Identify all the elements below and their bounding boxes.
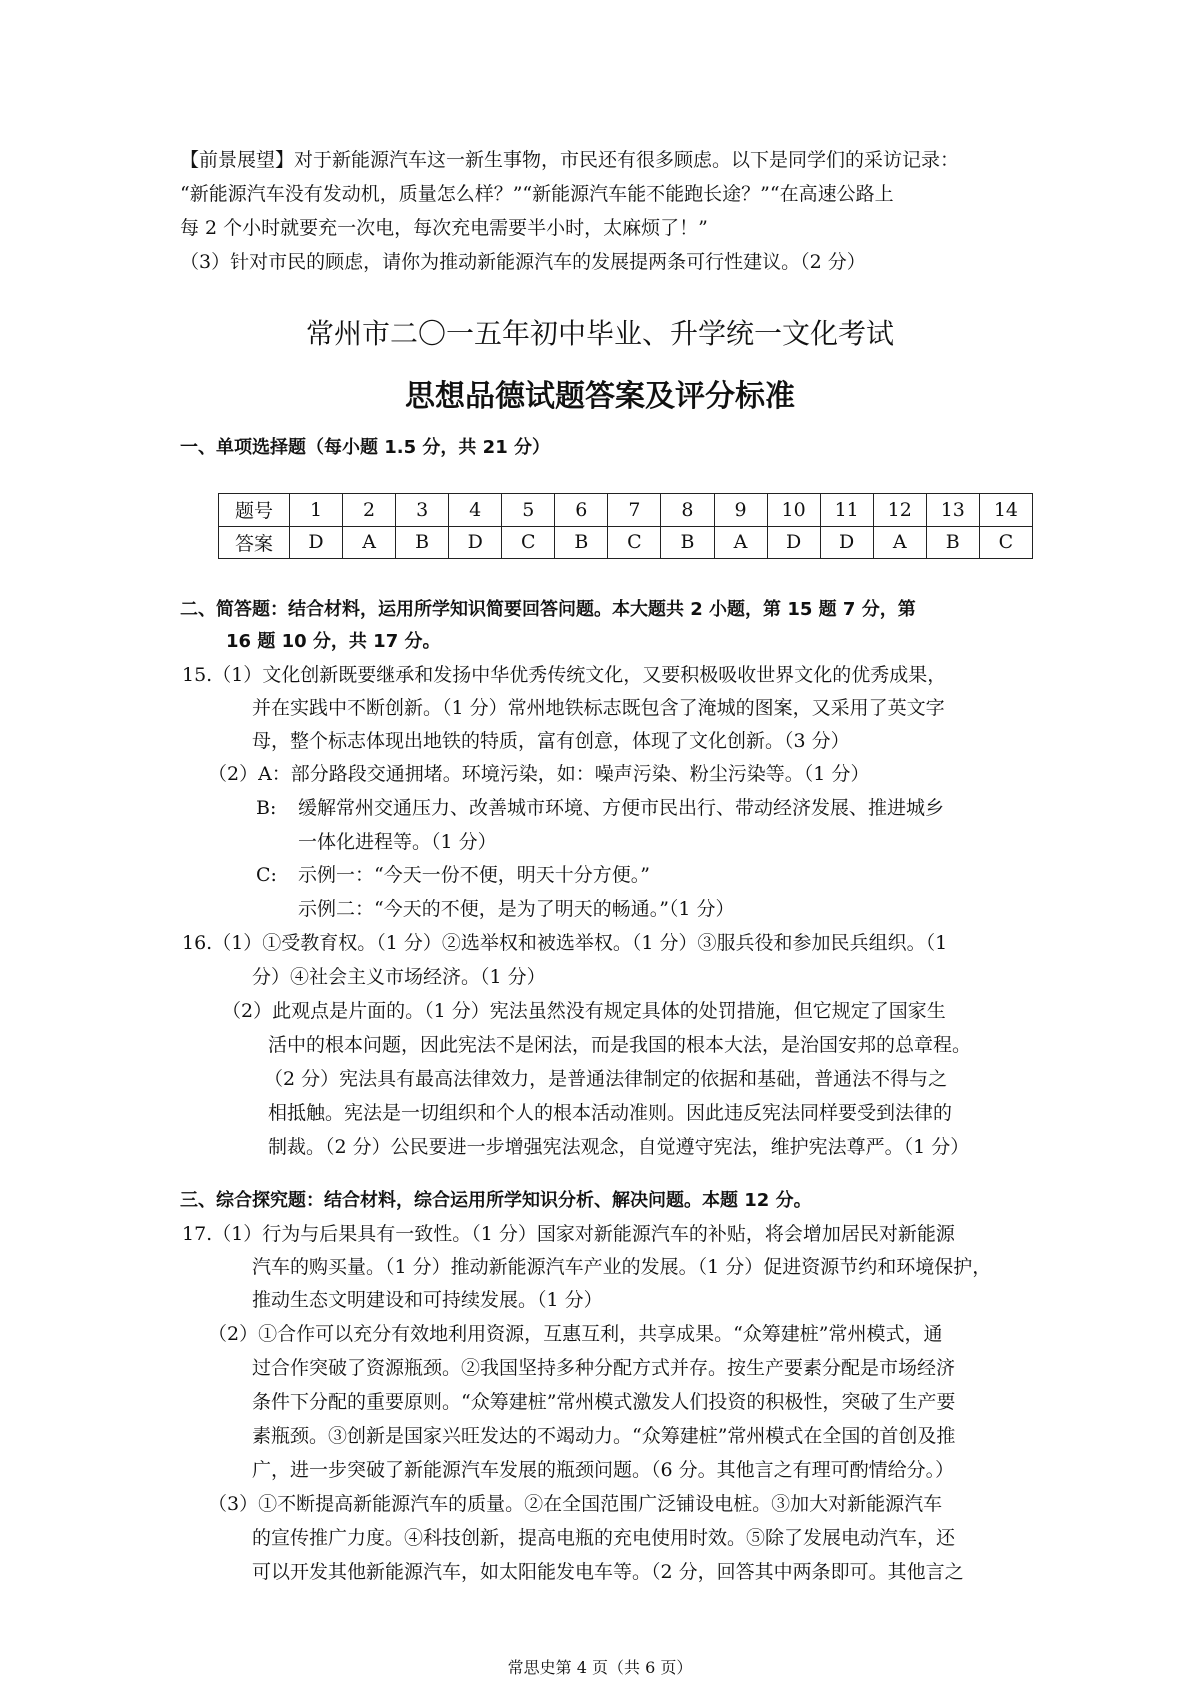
row-label-number: 题号 [219,494,290,527]
q17-line4: （2）①合作可以充分有效地利用资源，互惠互利，共享成果。“众筹建桩”常州模式，通 [208,1323,943,1345]
table-cell: 6 [555,494,608,527]
q17-line6: 条件下分配的重要原则。“众筹建桩”常州模式激发人们投资的积极性，突破了生产要 [252,1391,956,1413]
section1-heading: 一、单项选择题（每小题 1.5 分，共 21 分） [180,437,551,458]
q16-line7: 制裁。（2 分）公民要进一步增强宪法观念，自觉遵守宪法，维护宪法尊严。（1 分） [268,1136,970,1158]
q15-b-line1: 缓解常州交通压力、改善城市环境、方便市民出行、带动经济发展、推进城乡 [298,797,945,819]
q15-line3: 母，整个标志体现出地铁的特质，富有创意，体现了文化创新。（3 分） [252,730,850,752]
q17-line7: 素瓶颈。③创新是国家兴旺发达的不竭动力。“众筹建桩”常州模式在全国的首创及推 [252,1425,956,1447]
table-cell: 7 [608,494,661,527]
q16-line1: 16.（1）①受教育权。（1 分）②选举权和被选举权。（1 分）③服兵役和参加民兵组织。（1 [182,932,948,954]
table-cell: A [873,526,926,559]
table-cell: D [820,526,873,559]
table-cell: B [396,526,449,559]
table-cell: B [661,526,714,559]
q15-c-label: C: [256,864,277,886]
q16-line3: （2）此观点是片面的。（1 分）宪法虽然没有规定具体的处罚措施，但它规定了国家生 [222,1000,946,1022]
q17-line2: 汽车的购买量。（1 分）推动新能源汽车产业的发展。（1 分）促进资源节约和环境保护， [252,1256,992,1278]
q15-line4: （2）A：部分路段交通拥堵。环境污染，如：噪声污染、粉尘污染等。（1 分） [208,763,870,785]
q16-line6: 相抵触。宪法是一切组织和个人的根本活动准则。因此违反宪法同样要受到法律的 [268,1102,953,1124]
q17-line5: 过合作突破了资源瓶颈。②我国坚持多种分配方式并存。按生产要素分配是市场经济 [252,1357,956,1379]
table-cell: 8 [661,494,714,527]
q15-line2: 并在实践中不断创新。（1 分）常州地铁标志既包含了淹城的图案，又采用了英文字 [252,697,945,719]
q16-line5: （2 分）宪法具有最高法律效力，是普通法律制定的依据和基础，普通法不得与之 [264,1068,948,1090]
q17-line9: （3）①不断提高新能源汽车的质量。②在全国范围广泛铺设电桩。③加大对新能源汽车 [208,1493,943,1515]
table-cell: C [608,526,661,559]
section3-heading: 三、综合探究题：结合材料，综合运用所学知识分析、解决问题。本题 12 分。 [180,1190,812,1211]
table-row-numbers [219,494,1033,527]
foresight-paragraph-line3: 每 2 个小时就要充一次电，每次充电需要半小时，太麻烦了！” [180,217,708,239]
table-cell: 5 [502,494,555,527]
q15-c-line2: 示例二：“今天的不便，是为了明天的畅通。”（1 分） [298,898,735,920]
section2-heading-line2: 16 题 10 分，共 17 分。 [226,631,441,652]
table-cell: 9 [714,494,767,527]
q16-line2: 分）④社会主义市场经济。（1 分） [252,966,546,988]
q17-line1: 17.（1）行为与后果具有一致性。（1 分）国家对新能源汽车的补贴，将会增加居民对新能源 [182,1223,955,1245]
table-cell: C [502,526,555,559]
table-cell: A [714,526,767,559]
table-cell: 4 [449,494,502,527]
table-cell: 10 [767,494,820,527]
q15-b-line2: 一体化进程等。（1 分） [298,831,497,853]
foresight-paragraph-line1: 【前景展望】对于新能源汽车这一新生事物，市民还有很多顾虑。以下是同学们的采访记录： [180,149,960,171]
q17-line8: 广，进一步突破了新能源汽车发展的瓶颈问题。（6 分。其他言之有理可酌情给分。） [252,1459,955,1481]
q17-line11: 可以开发其他新能源汽车，如太阳能发电车等。（2 分，回答其中两条即可。其他言之 [252,1561,964,1583]
table-cell: 1 [290,494,343,527]
table-cell: C [979,526,1032,559]
table-cell: A [343,526,396,559]
table-cell: D [449,526,502,559]
q15-b-label: B: [256,797,277,819]
table-cell: 2 [343,494,396,527]
q15-line1: 15.（1）文化创新既要继承和发扬中华优秀传统文化，又要积极吸收世界文化的优秀成果， [182,664,947,686]
exam-title: 常州市二〇一五年初中毕业、升学统一文化考试 [305,317,894,350]
q17-line3: 推动生态文明建设和可持续发展。（1 分） [252,1289,603,1311]
foresight-paragraph-line2: “新能源汽车没有发动机，质量怎么样？”“新能源汽车能不能跑长途？”“在高速公路上 [180,183,894,205]
table-cell: 13 [926,494,979,527]
table-row-answers [219,526,1033,559]
q16-line4: 活中的根本问题，因此宪法不是闲法，而是我国的根本大法，是治国安邦的总章程。 [268,1034,972,1056]
table-cell: D [290,526,343,559]
answer-table [218,493,1033,559]
q15-c-line1: 示例一：“今天一份不便，明天十分方便。” [298,864,650,886]
row-label-answer: 答案 [219,526,290,559]
page-footer: 常思史第 4 页（共 6 页） [507,1658,693,1677]
table-cell: 3 [396,494,449,527]
question-3-prompt: （3）针对市民的顾虑，请你为推动新能源汽车的发展提两条可行性建议。（2 分） [180,251,866,273]
answer-key-title: 思想品德试题答案及评分标准 [405,379,795,414]
table-cell: 12 [873,494,926,527]
table-cell: B [926,526,979,559]
table-cell: B [555,526,608,559]
q17-line10: 的宣传推广力度。④科技创新，提高电瓶的充电使用时效。⑤除了发展电动汽车，还 [252,1527,956,1549]
table-cell: 11 [820,494,873,527]
table-cell: 14 [979,494,1032,527]
table-cell: D [767,526,820,559]
section2-heading-line1: 二、简答题：结合材料，运用所学知识简要回答问题。本大题共 2 小题，第 15 题 7 分，第 [180,599,916,620]
